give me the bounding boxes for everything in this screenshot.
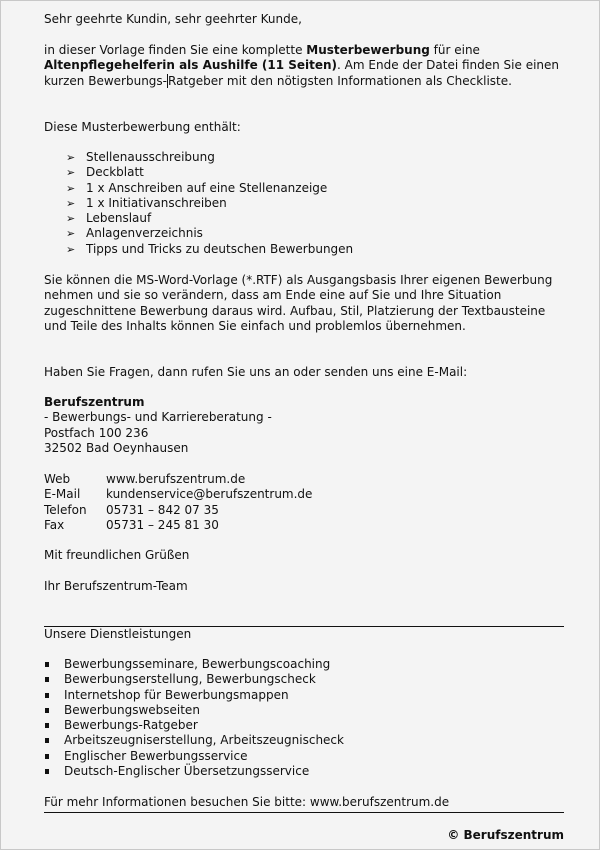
services-list [44,657,564,779]
list-item: ➢ Tipps und Tricks zu deutschen Bewerbungen [66,241,354,256]
list-item: ➢ Deckblatt [66,165,144,180]
intro-bold-1: Musterbewerbung [306,43,430,57]
postbox: Postfach 100 236 [44,425,149,440]
square-bullet-icon [45,723,49,728]
contact-email: E-Mail kundenservice@berufszentrum.de [44,487,313,502]
more-info: Für mehr Informationen besuchen Sie bitte: www.berufszentrum.de [44,795,450,809]
signature: Ihr Berufszentrum-Team [44,579,188,593]
contact-web: Web www.berufszentrum.de [44,472,246,486]
square-bullet-icon [45,708,49,713]
square-bullet-icon [45,677,49,682]
contents-list [44,150,564,257]
company-name: Berufszentrum [44,395,145,409]
list-item: ➢ 1 x Initiativanschreiben [66,195,227,210]
intro-text: Ratgeber mit den nötigsten Informationen als Checkliste. [168,73,512,88]
arrow-bullet-icon: ➢ [66,227,76,241]
web-link[interactable]: www.berufszentrum.de [106,472,246,486]
divider [44,812,564,813]
contact-phone: Telefon 05731 – 842 07 35 [44,502,219,517]
list-item: Internetshop für Bewerbungsmappen [44,688,564,703]
list-item: Bewerbungserstellung, Bewerbungscheck [44,672,564,687]
closing: Mit freundlichen Grüßen [44,548,190,562]
contents-heading: Diese Musterbewerbung enthält: [44,120,241,134]
square-bullet-icon [45,738,49,743]
list-item: ➢ Lebenslauf [66,211,152,226]
usage-paragraph: Sie können die MS-Word-Vorlage (*.RTF) als Ausgangsbasis Ihrer eigenen Bewerbung nehmen und sie so verändern, dass am Ende eine auf Sie und Ihre Situation zugeschnittene Bewerbung daraus wird. Aufbau, Stil, Platzierung der Textbausteine und Teile des Inhalts können Sie einfach und problemlos übernehmen. [44,273,553,333]
list-item: Bewerbungswebseiten [44,703,564,718]
intro-text: für eine [429,43,480,57]
arrow-bullet-icon: ➢ [66,212,76,226]
list-item: ➢ 1 x Anschreiben auf eine Stellenanzeige [66,180,328,195]
arrow-bullet-icon: ➢ [66,166,76,180]
city: 32502 Bad Oeynhausen [44,440,189,455]
intro-bold-2: Altenpflegehelferin als Aushilfe (11 Seiten) [44,58,338,73]
square-bullet-icon [45,754,49,759]
arrow-bullet-icon: ➢ [66,196,76,210]
contact-block [44,472,564,533]
address-block [44,395,564,456]
services-heading: Unsere Dienstleistungen [44,627,192,641]
list-item: ➢ Stellenausschreibung [66,150,215,164]
list-item: Bewerbungsseminare, Bewerbungscoaching [44,657,564,672]
list-item: Bewerbungs-Ratgeber [44,718,564,733]
list-item: Englischer Bewerbungsservice [44,749,564,764]
arrow-bullet-icon: ➢ [66,151,76,164]
square-bullet-icon [45,662,49,667]
intro-text: . Am Ende der Datei finden Sie einen kurzen Bewerbungs- [44,58,560,88]
list-item: Arbeitszeugniserstellung, Arbeitszeugnischeck [44,733,564,748]
list-item: ➢ Anlagenverzeichnis [66,226,203,241]
intro-text: in dieser Vorlage finden Sie eine komplette [44,43,307,57]
square-bullet-icon [45,693,49,698]
list-item: Deutsch-Englischer Übersetzungsservice [44,764,564,779]
questions-paragraph: Haben Sie Fragen, dann rufen Sie uns an oder senden uns eine E-Mail: [44,365,468,379]
contact-fax: Fax 05731 – 245 81 30 [44,517,219,532]
salutation: Sehr geehrte Kundin, sehr geehrter Kunde, [44,12,302,26]
email-link[interactable]: kundenservice@berufszentrum.de [106,487,313,502]
copyright: © Berufszentrum [447,828,564,842]
square-bullet-icon [45,769,49,774]
arrow-bullet-icon: ➢ [66,181,76,195]
company-subtitle: - Bewerbungs- und Karriereberatung - [44,410,272,425]
intro-paragraph [44,43,564,89]
arrow-bullet-icon: ➢ [66,242,76,256]
